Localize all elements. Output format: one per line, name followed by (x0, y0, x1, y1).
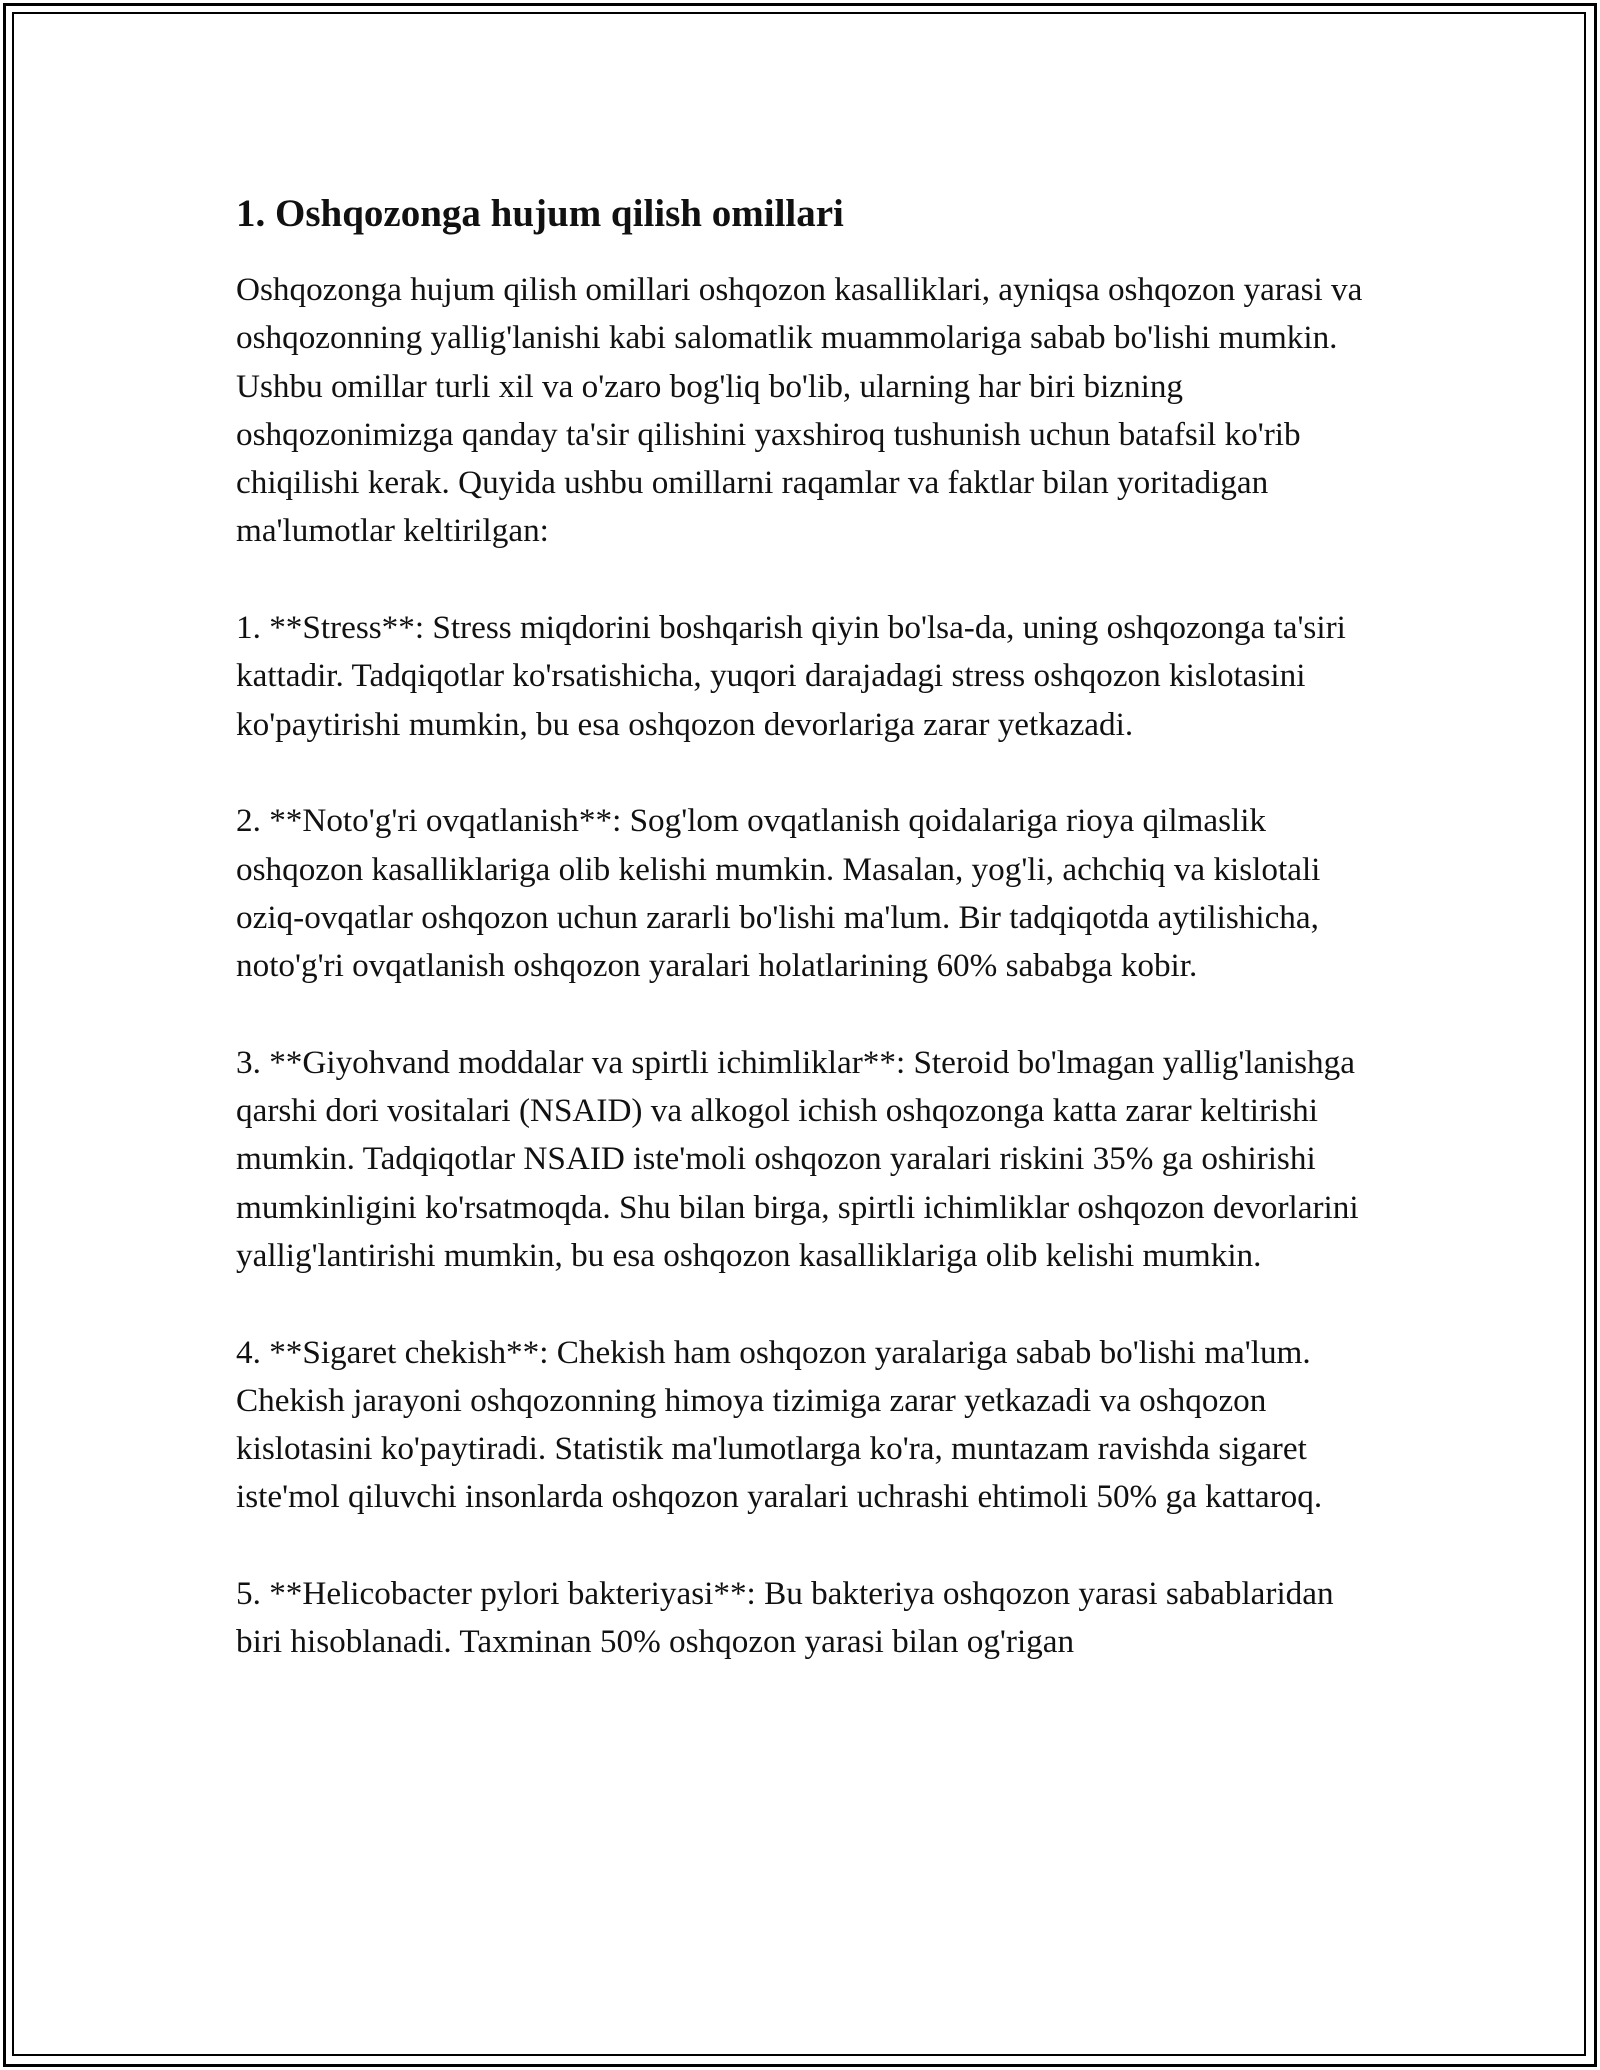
list-item-nutrition: 2. **Noto'g'ri ovqatlanish**: Sog'lom ovqatlanish qoidalariga rioya qilmaslik oshqozon kasalliklariga olib kelishi mumkin. Masalan, yog'li, achchiq va kislotali oziq-ovqatlar oshqozon uchun zararli bo'lishi ma'lum. Bir tadqiqotda aytilishicha, noto'g'ri ovqatlanish oshqozon yaralari holatlarining 60% sababga kobir. (236, 802, 1321, 985)
list-item-drugs-alcohol: 3. **Giyohvand moddalar va spirtli ichimliklar**: Steroid bo'lmagan yallig'lanishga qarshi dori vositalari (NSAID) va alkogol ichish oshqozonga katta zarar keltirishi mumkin. Tadqiqotlar NSAID iste'moli oshqozon yaralari riskini 35% ga oshirishi mumkinligini ko'rsatmoqda. Shu bilan birga, spirtli ichimliklar oshqozon devorlarini yallig'lantirishi mumkin, bu esa oshqozon kasalliklariga olib kelishi mumkin. (236, 1043, 1359, 1274)
document-body (236, 186, 1366, 1667)
list-item-stress: 1. **Stress**: Stress miqdorini boshqarish qiyin bo'lsa-da, uning oshqozonga ta'siri kattadir. Tadqiqotlar ko'rsatishicha, yuqori darajadagi stress oshqozon kislotasini ko'paytirishi mumkin, bu esa oshqozon devorlariga zarar yetkazadi. (236, 609, 1346, 743)
list-item-smoking: 4. **Sigaret chekish**: Chekish ham oshqozon yaralariga sabab bo'lishi ma'lum. Chekish jarayoni oshqozonning himoya tizimiga zarar yetkazadi va oshqozon kislotasini ko'paytiradi. Statistik ma'lumotlarga ko'ra, muntazam ravishda sigaret iste'mol qiluvchi insonlarda oshqozon yaralari uchrashi ehtimoli 50% ga kattaroq. (236, 1333, 1323, 1516)
section-heading: 1. Oshqozonga hujum qilish omillari (236, 192, 844, 235)
list-item-helicobacter: 5. **Helicobacter pylori bakteriyasi**: Bu bakteriya oshqozon yarasi sabablaridan biri hisoblanadi. Taxminan 50% oshqozon yarasi bilan og'rigan (236, 1575, 1334, 1661)
intro-paragraph: Oshqozonga hujum qilish omillari oshqozon kasalliklari, ayniqsa oshqozon yarasi va oshqozonning yallig'lanishi kabi salomatlik muammolariga sabab bo'lishi mumkin. Ushbu omillar turli xil va o'zaro bog'liq bo'lib, ularning har biri bizning oshqozonimizga qanday ta'sir qilishini yaxshiroq tushunish uchun batafsil ko'rib chiqilishi kerak. Quyida ushbu omillarni raqamlar va faktlar bilan yoritadigan ma'lumotlar keltirilgan: (236, 271, 1363, 550)
